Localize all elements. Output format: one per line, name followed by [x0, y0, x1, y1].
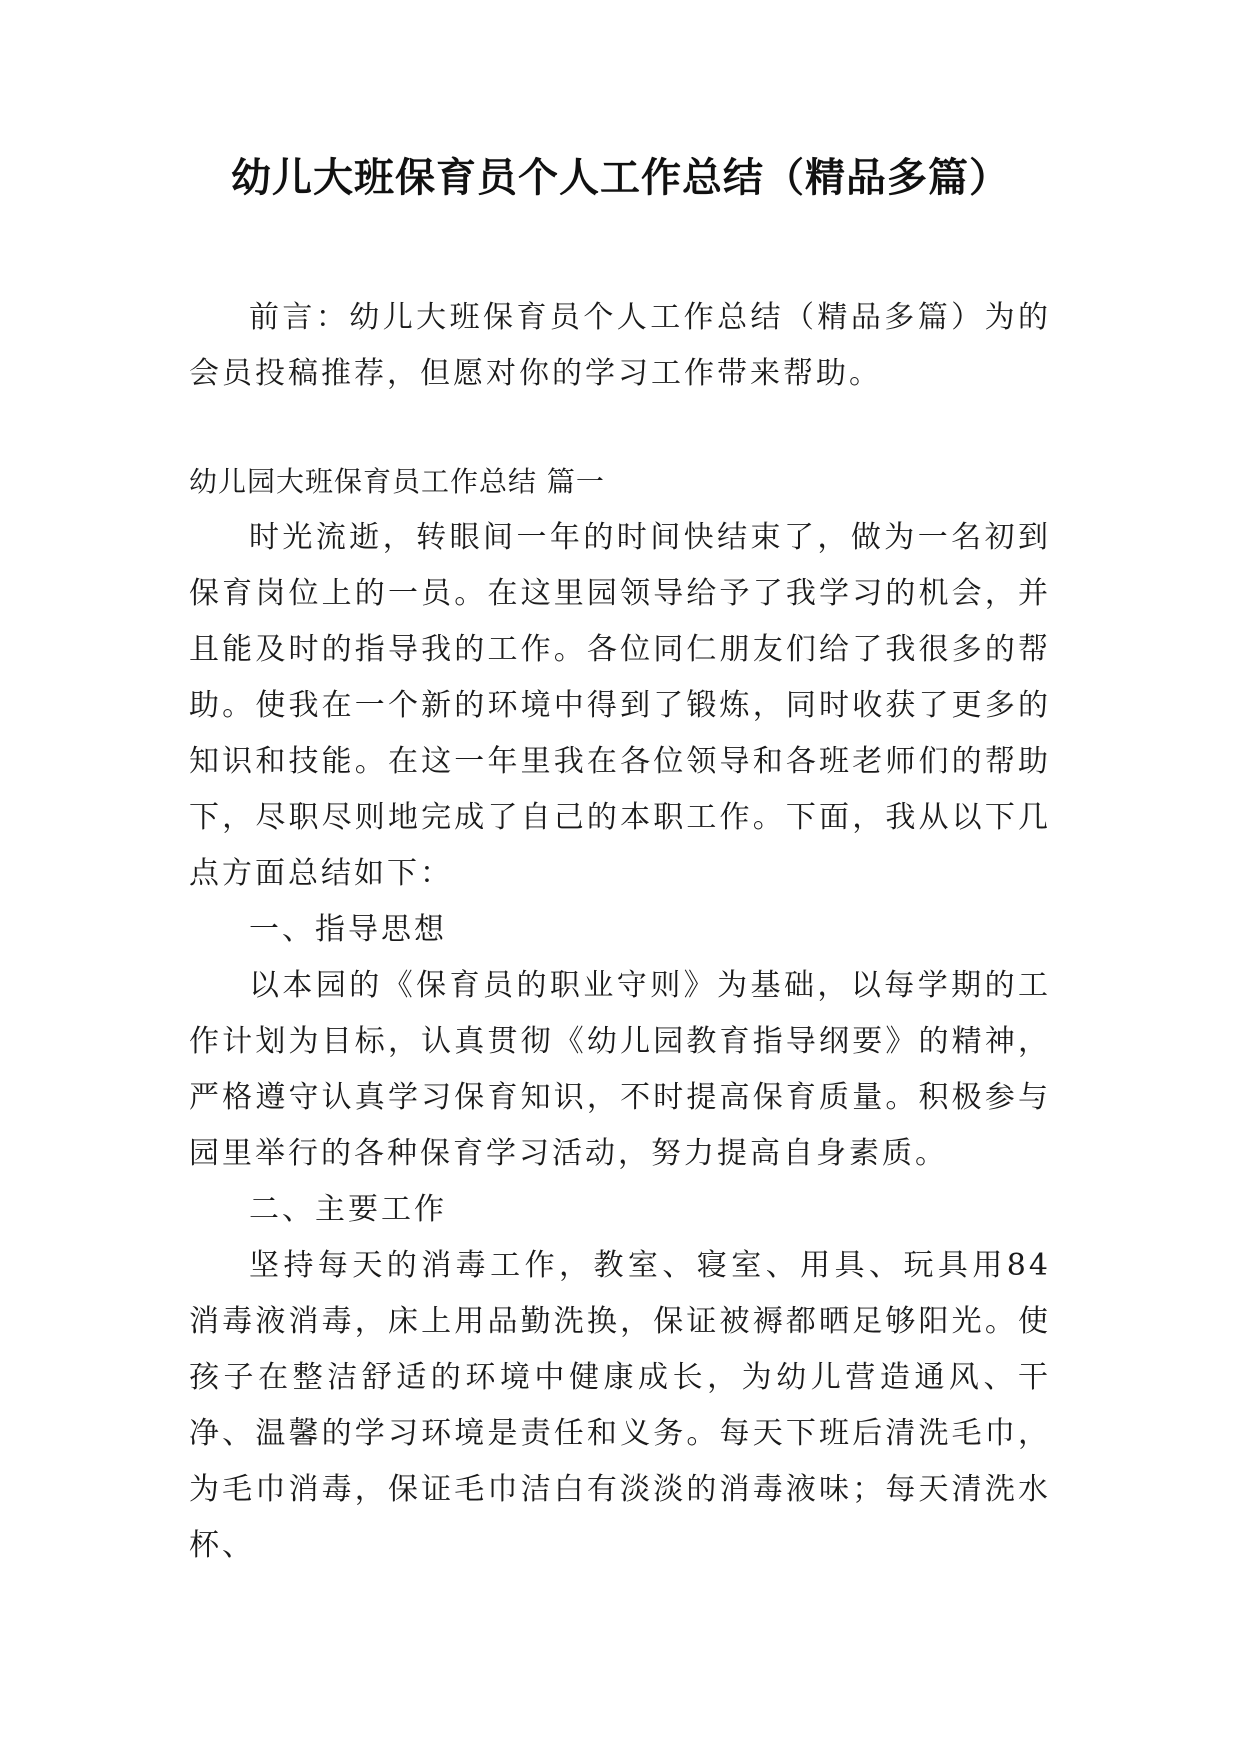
subheading-guiding-ideology: 一、指导思想: [249, 912, 447, 947]
preface-paragraph: 前言：幼儿大班保育员个人工作总结（精品多篇）为的会员投稿推荐，但愿对你的学习工作带来帮助。: [189, 300, 1051, 391]
body-paragraph: 以本园的《保育员的职业守则》为基础，以每学期的工作计划为目标，认真贯彻《幼儿园教育指导纲要》的精神，严格遵守认真学习保育知识，不时提高保育质量。积极参与园里举行的各种保育学习活动，努力提高自身素质。: [189, 968, 1051, 1171]
body-paragraph: 时光流逝，转眼间一年的时间快结束了，做为一名初到保育岗位上的一员。在这里园领导给予了我学习的机会，并且能及时的指导我的工作。各位同仁朋友们给了我很多的帮助。使我在一个新的环境中得到了锻炼，同时收获了更多的知识和技能。在这一年里我在各位领导和各班老师们的帮助下，尽职尽则地完成了自己的本职工作。下面，我从以下几点方面总结如下：: [189, 520, 1051, 891]
section-heading: 幼儿园大班保育员工作总结 篇一: [189, 465, 605, 498]
subheading-main-work: 二、主要工作: [249, 1192, 447, 1227]
document-title: 幼儿大班保育员个人工作总结（精品多篇）: [231, 155, 1010, 201]
spacer: [189, 402, 1051, 454]
body-paragraph: 坚持每天的消毒工作，教室、寝室、用具、玩具用84消毒液消毒，床上用品勤洗换，保证被褥都晒足够阳光。使孩子在整洁舒适的环境中健康成长，为幼儿营造通风、干净、温馨的学习环境是责任和义务。每天下班后清洗毛巾，为毛巾消毒，保证毛巾洁白有淡淡的消毒液味；每天清洗水杯、: [189, 1248, 1051, 1563]
document-body: [189, 290, 1051, 1574]
